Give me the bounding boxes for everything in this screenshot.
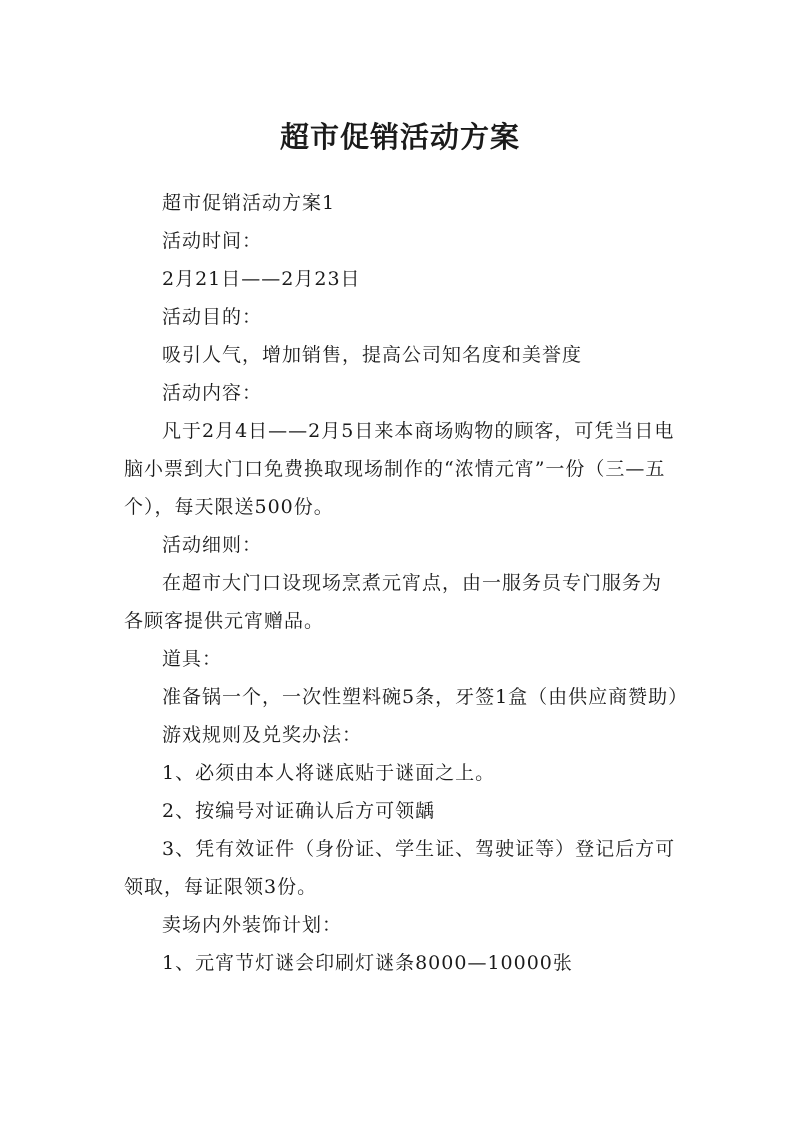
document-body [124,184,689,982]
paragraph-plan-heading: 超市促销活动方案1 [162,192,336,214]
paragraph-content-value: 凡于2月4日——2月5日来本商场购物的顾客，可凭当日电脑小票到大门口免费换取现场制作的“浓情元宵”一份（三—五个），每天限送500份。 [124,420,675,518]
paragraph-time-value: 2月21日——2月23日 [162,268,361,290]
paragraph-props-value: 准备锅一个，一次性塑料碗5条，牙签1盒（由供应商赞助） [162,686,689,708]
paragraph-time-label: 活动时间： [162,230,263,252]
paragraph-game-rule-2: 2、按编号对证确认后方可领龋 [162,800,436,822]
paragraph-game-rules-label: 游戏规则及兑奖办法： [162,724,363,746]
paragraph-props-label: 道具： [162,648,223,670]
paragraph-game-rule-3: 3、凭有效证件（身份证、学生证、驾驶证等）登记后方可领取，每证限领3份。 [124,838,676,898]
paragraph-purpose-value: 吸引人气，增加销售，提高公司知名度和美誉度 [162,344,583,366]
paragraph-content-label: 活动内容： [162,382,263,404]
paragraph-rules-value: 在超市大门口设现场烹煮元宵点，由一服务员专门服务为各顾客提供元宵赠品。 [124,572,663,632]
paragraph-rules-label: 活动细则： [162,534,263,556]
paragraph-purpose-label: 活动目的： [162,306,263,328]
paragraph-game-rule-1: 1、必须由本人将谜底贴于谜面之上。 [162,762,496,784]
document-title: 超市促销活动方案 [279,120,520,155]
paragraph-decoration-item-1: 1、元宵节灯谜会印刷灯谜条8000—10000张 [162,952,573,974]
paragraph-decoration-label: 卖场内外装饰计划： [162,914,343,936]
